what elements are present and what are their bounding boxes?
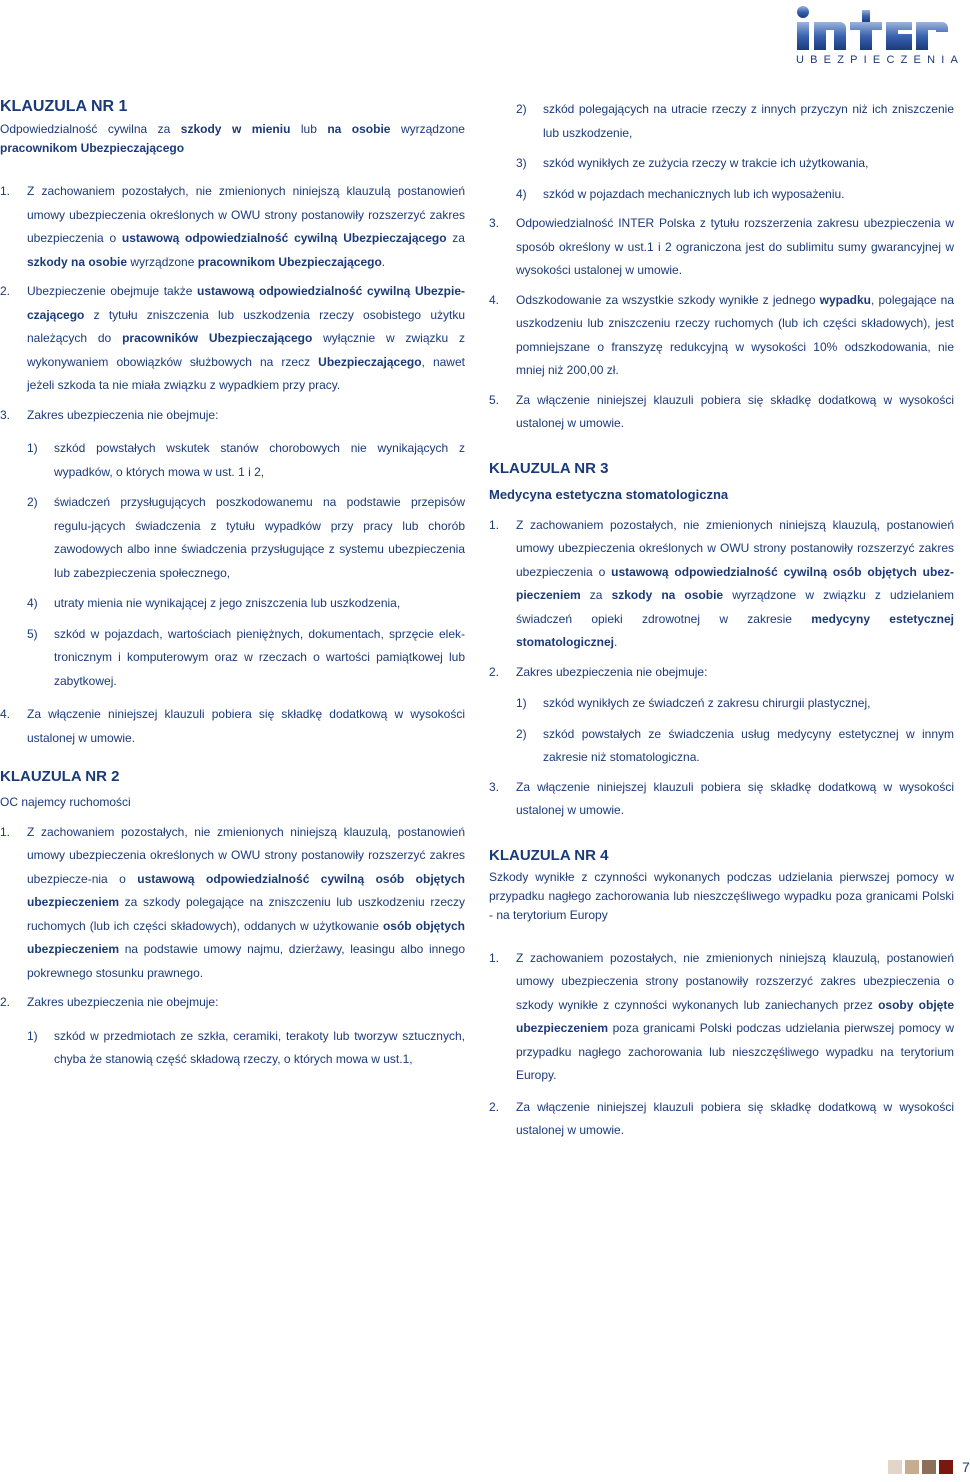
right-column (489, 98, 954, 1143)
clause-2-item-5: 5. Za włączenie niniejszej klauzuli pobiera się składkę dodatkową w wysokości ustalonej w umowie. (489, 392, 954, 430)
clause-1-exclusion: 1) szkód powstałych wskutek stanów chorobowych nie wynikających z wypadków, o których mowa w ust. 1 i 2, (27, 441, 465, 479)
clause-3-item-1: 1. Z zachowaniem pozostałych, nie zmienionych niniejszą klauzulą, postanowień umowy ubezpieczenia określonych w OWU strony postanowiły rozszerzyć zakres ubezpieczenia o ustawową odpowiedzialność cywilną osób objętych ubez-pieczeniem za szkody na osobie wyrządzone w związku z udzielaniem świadczeń opieki zdrowotnej w zakresie medycyny estetycznej stomatologicznej. (489, 517, 955, 649)
logo-tagline: UBEZPIECZENIA (796, 54, 965, 66)
clause-1-item: 3. Zakres ubezpieczenia nie obejmuje: (0, 407, 219, 422)
clause-3-title: KLAUZULA NR 3 (489, 459, 609, 477)
clause-2-item-1: 1. Z zachowaniem pozostałych, nie zmienionych niniejszą klauzulą, postanowień umowy ubezpieczenia określonych w OWU strony postanowiły rozszerzyć zakres ubezpiecze-nia o ustawową odpowiedzialność cywilną osób objętych ubezpieczeniem za szkody polegające na zniszczeniu lub uszkodzeniu rzeczy ruchomych (lub ich części składowych), oddanych w użytkowanie osób objętych ubezpieczeniem na podstawie umowy najmu, dzierżawy, leasingu albo innego pokrewnego stosunku prawnego. (0, 824, 465, 980)
clause-2-item-3: 3. Odpowiedzialność INTER Polska z tytułu rozszerzenia zakresu ubezpieczenia w sposób określony w ust.1 i 2 ograniczona jest do sublimitu sumy gwarancyjnej w wysokości ustalonej w umowie. (489, 216, 954, 277)
clause-2-exclusion: 2) szkód polegających na utracie rzeczy z innych przyczyn niż ich zniszczenie lub uszkodzenie, (516, 102, 954, 140)
clause-1-items (0, 180, 465, 427)
clause-3-exclusion: 1) szkód wynikłych ze świadczeń z zakresu chirurgii plastycznej, (516, 696, 871, 710)
clause-2-exclusions-cont (489, 98, 954, 206)
clause-3-subtitle: Medycyna estetyczna stomatologiczna (489, 486, 729, 502)
clause-2-subtitle: OC najemcy ruchomości (0, 795, 131, 809)
clause-2-exclusion: 3) szkód wynikłych ze zużycia rzeczy w trakcie ich użytkowania, (516, 156, 869, 170)
clause-3-exclusion: 2) szkód powstałych ze świadczenia usług medycyny estetycznej w innym zakresie niż stomatologiczna. (516, 726, 954, 764)
clause-4-item-1: 1. Z zachowaniem pozostałych, nie zmienionych niniejszą klauzulą, postanowień umowy ubezpieczenia strony postanowiły rozszerzyć zakres ubezpieczenia o szkody wynikłe z czynności wykonanych lub zaniechanych przez osoby objęte ubezpieczeniem poza granicami Polski podczas udzielania pierwszej pomocy w przypadku nagłego zachorowania lub nieszczęśliwego wypadku na terytorium Europy. (489, 950, 954, 1082)
clause-4-item-2: 2. Za włączenie niniejszej klauzuli pobiera się składkę dodatkową w wysokości ustalonej w umowie. (489, 1099, 954, 1137)
clause-1-item: 2. Ubezpieczenie obejmuje także ustawową odpowiedzialność cywilną Ubezpie-czającego z tytułu zniszczenia lub uszkodzenia rzeczy osobistego użytku należących do pracowników Ubezpieczającego wyłącznie w związku z wykonywaniem obowiązków służbowych na rzecz Ubezpieczającego, nawet jeżeli szkoda ta nie miała związku z wypadkiem przy pracy. (0, 284, 466, 392)
clause-1-item-4: 4. Za włączenie niniejszej klauzuli pobiera się składkę dodatkową w wysokości ustalonej w umowie. (0, 707, 465, 745)
clause-2-exclusion-1: 1) szkód w przedmiotach ze szkła, ceramiki, terakoty lub tworzyw sztucznych, chyba że stanowią część składową rzeczy, o których mowa w ust.1, (27, 1028, 465, 1066)
left-column (0, 98, 465, 1072)
color-square-4 (939, 1460, 953, 1474)
color-square-2 (905, 1460, 919, 1474)
clause-1-intro: Odpowiedzialność cywilna za szkody w mieniu lub na osobie wyrządzone pracownikom Ubezpieczającego (0, 122, 465, 155)
clause-2-exclusion: 4) szkód w pojazdach mechanicznych lub ich wyposażeniu. (516, 186, 845, 201)
clause-4-intro: Szkody wynikłe z czynności wykonanych podczas udzielania pierwszej pomocy w przypadku nagłego zachorowania lub nieszczęśliwego wypadku poza granicami Polski - na terytorium Europy (489, 869, 954, 922)
clause-2-item-2: 2. Zakres ubezpieczenia nie obejmuje: (0, 995, 219, 1009)
color-square-3 (922, 1460, 936, 1474)
inter-logo (790, 2, 965, 68)
clause-3-exclusions (489, 692, 954, 770)
page-number: 7 (962, 1459, 970, 1475)
clause-1-exclusion: 4) utraty mienia nie wynikającej z jego zniszczenia lub uszkodzenia, (27, 596, 401, 610)
clause-2-title: KLAUZULA NR 2 (0, 768, 120, 785)
clause-1-title: KLAUZULA NR 1 (0, 98, 128, 115)
clause-1-item: 1. Z zachowaniem pozostałych, nie zmienionych niniejszą klauzulą postanowień umowy ubezpieczenia określonych w OWU strony postanowiły rozszerzyć zakres ubezpieczenia o ustawową odpowiedzialność cywilną Ubezpieczającego za szkody na osobie wyrządzone pracownikom Ubezpieczającego. (0, 184, 465, 269)
clause-2-item-4: 4. Odszkodowanie za wszystkie szkody wynikłe z jednego wypadku, polegające na uszkodzeniu lub zniszczeniu rzeczy ruchomych (lub ich części składowych), jest pomniejszane o franszyzę redukcyjną w wysokości 10% odszkodowania, nie mniej niż 200,00 zł. (489, 292, 954, 377)
clause-3-item-2: 2. Zakres ubezpieczenia nie obejmuje: (489, 664, 708, 679)
clause-1-exclusion: 5) szkód w pojazdach, wartościach pieniężnych, dokumentach, sprzęcie elek-tronicznym i komputerowym oraz w rzeczach o wartości pamiątkowej lub zabytkowej. (27, 626, 465, 688)
page-footer (888, 1458, 970, 1476)
color-square-1 (888, 1460, 902, 1474)
clause-1-exclusions (0, 437, 465, 693)
clause-4-title: KLAUZULA NR 4 (489, 846, 609, 864)
clause-1-exclusion: 2) świadczeń przysługujących poszkodowanemu na podstawie przepisów regulu-jących świadczenia z tytułu wypadków przy pracy lub chorób zawodowych albo inne świadczenia przysługujące z systemu ubezpieczenia lub zabezpieczenia społecznego, (27, 495, 465, 580)
clause-3-item-3: 3. Za włączenie niniejszej klauzuli pobiera się składkę dodatkową w wysokości ustalonej w umowie. (489, 779, 954, 817)
